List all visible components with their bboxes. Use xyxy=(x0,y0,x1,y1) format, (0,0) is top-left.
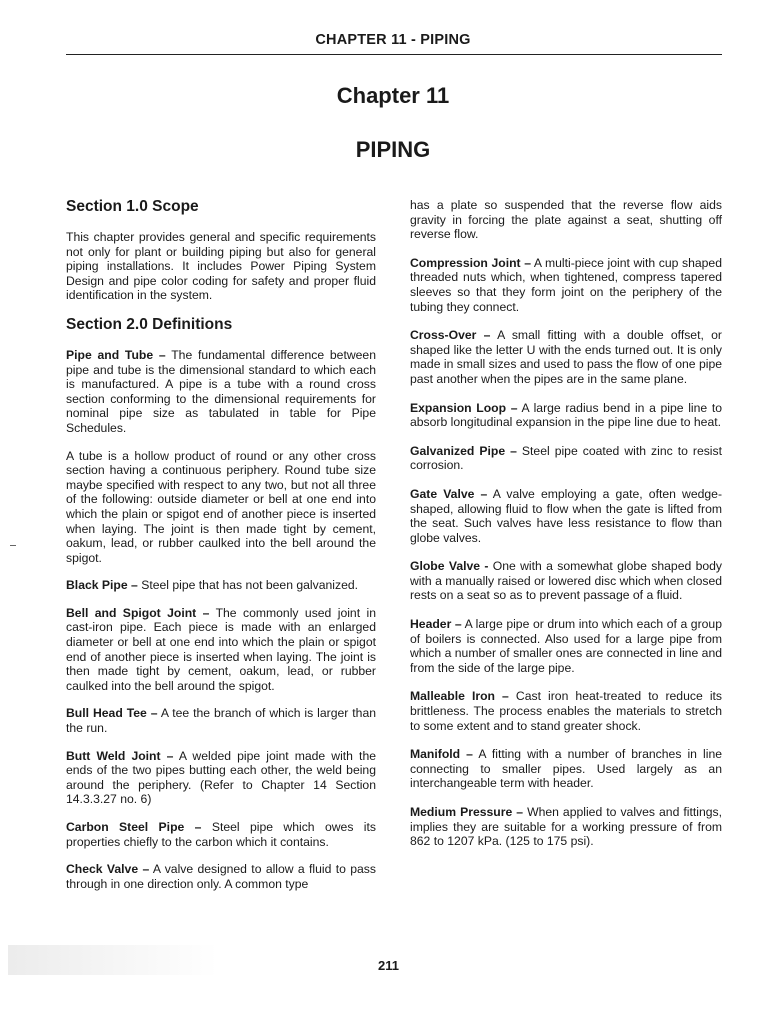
definition-globe-valve xyxy=(410,559,722,603)
definition-text: The commonly used joint in cast-iron pipe. Each piece is made with an enlarged diameter or bell at one end into which the plain or spigot end of another piece is inserted when laying. The joint is then made tight by cement, oakum, lead, or rubber caulked into the bell around the spigot. xyxy=(66,605,376,693)
definition-pipe-and-tube xyxy=(66,348,376,436)
definition-text: Steel pipe that has not been galvanized. xyxy=(137,578,359,593)
section-definitions-heading: Section 2.0 Definitions xyxy=(66,315,233,333)
definition-term: Globe Valve - xyxy=(410,559,489,574)
definition-text: A valve designed to allow a fluid to pass through in one direction only. A common type xyxy=(66,862,376,891)
definition-term: Carbon Steel Pipe – xyxy=(66,820,202,834)
definition-medium-pressure xyxy=(410,805,722,849)
definition-text: A tee the branch of which is larger than the run. xyxy=(66,706,376,736)
definition-text: A small fitting with a double offset, or shaped like the letter U with the ends turned out. It is only made in small sizes and used to pass the flow of one pipe past another when the pipes are in the same plane. xyxy=(410,328,722,386)
definition-malleable-iron xyxy=(410,689,722,733)
definition-gate-valve xyxy=(410,487,722,545)
definition-term: Bell and Spigot Joint – xyxy=(66,605,210,620)
scope-paragraph: This chapter provides general and specific requirements not only for plant or building piping but also for general piping installations. It includes Power Piping System Design and pipe color coding for safety and proper fluid identification in the system. xyxy=(66,230,376,303)
left-column xyxy=(66,198,376,904)
definition-term: Expansion Loop – xyxy=(410,400,518,415)
page-number: 211 xyxy=(378,958,399,973)
definition-term: Check Valve – xyxy=(66,862,150,877)
definition-term: Butt Weld Joint – xyxy=(66,748,174,763)
definition-text: A large radius bend in a pipe line to absorb longitudinal expansion in the pipe line due to heat. xyxy=(410,400,722,430)
definition-term: Manifold – xyxy=(410,747,473,762)
definition-text: A large pipe or drum into which each of a group of boilers is connected. Also used for a large pipe from which a number of smaller ones are connected in line and from the side of the large pipe. xyxy=(410,617,722,675)
chapter-name: PIPING xyxy=(355,137,431,162)
definition-bell-and-spigot xyxy=(66,606,376,694)
definition-manifold xyxy=(410,747,722,791)
scan-margin-mark xyxy=(10,545,16,546)
definition-text: When applied to valves and fittings, implies they are suitable for a working pressure of from 862 to 1207 kPa. (125 to 175 psi). xyxy=(410,805,722,849)
definition-galvanized-pipe xyxy=(410,444,722,473)
definition-term: Compression Joint – xyxy=(410,255,531,270)
running-header: CHAPTER 11 - PIPING xyxy=(315,32,471,48)
right-column xyxy=(410,198,722,863)
definition-text: One with a somewhat globe shaped body with a manually raised or lowered disc which when closed rests on a seat so as to prevent passage of a fluid. xyxy=(410,559,723,603)
definition-text: Steel pipe coated with zinc to resist corrosion. xyxy=(410,443,722,473)
definition-carbon-steel-pipe xyxy=(66,820,376,849)
header-rule xyxy=(66,54,722,55)
definition-text: A multi-piece joint with cup shaped threaded nuts which, when tightened, compress tapered sleeves so that they form joint on the periphery of the tubing they connect. xyxy=(410,255,722,314)
definition-compression-joint xyxy=(410,256,722,314)
definition-term: Malleable Iron – xyxy=(410,689,509,704)
definition-term: Header – xyxy=(410,617,462,632)
section-scope-heading: Section 1.0 Scope xyxy=(66,198,199,215)
definition-text: A fitting with a number of branches in line connecting to smaller pipes. Used largely as an interchangeable term with header. xyxy=(410,747,723,791)
definition-black-pipe xyxy=(66,578,376,593)
definition-check-valve xyxy=(66,862,376,891)
definition-bull-head-tee xyxy=(66,706,376,735)
definition-term: Pipe and Tube – xyxy=(66,347,166,362)
definition-term: Bull Head Tee – xyxy=(66,706,158,721)
tube-paragraph: A tube is a hollow product of round or any other cross section having a continuous periphery. Round tube size maybe specified with respect to any two, but not all three of the following: outside diameter or bell at one end into which the plain or spigot end of another piece is inserted when laying. The joint is then made tight by cement, oakum, lead, or rubber caulked into the bell around the spigot. xyxy=(66,448,376,565)
definition-text: Cast iron heat-treated to reduce its brittleness. The process enables the materials to stretch to some extent and to stand greater shock. xyxy=(410,689,723,733)
definition-term: Galvanized Pipe – xyxy=(410,443,517,458)
scan-artifact xyxy=(8,945,218,975)
definition-text: Steel pipe which owes its properties chiefly to the carbon which it contains. xyxy=(66,820,376,849)
definition-term: Gate Valve – xyxy=(410,486,488,501)
definition-cross-over xyxy=(410,328,722,386)
check-valve-continuation: has a plate so suspended that the reverse flow aids gravity in forcing the plate against a seat, shutting off reverse flow. xyxy=(410,198,722,242)
chapter-title: Chapter 11 xyxy=(336,83,450,108)
definition-term: Black Pipe – xyxy=(66,578,138,593)
definition-text: A valve employing a gate, often wedge-shaped, allowing fluid to flow when the gate is lifted from the seat. Such valves have less resistance to flow than globe valves. xyxy=(410,486,723,545)
definition-term: Medium Pressure – xyxy=(410,805,524,819)
definition-butt-weld-joint xyxy=(66,749,376,807)
definition-expansion-loop xyxy=(410,401,722,430)
definition-header xyxy=(410,617,722,675)
definition-text: The fundamental difference between pipe and tube is the dimensional standard to which each is manufactured. A pipe is a tube with a round cross section conforming to the dimensional requirements for nominal pipe size as tabulated in table for Pipe Schedules. xyxy=(66,347,376,435)
definition-text: A welded pipe joint made with the ends of the two pipes butting each other, the weld being around the periphery. (Refer to Chapter 14 Section 14.3.3.27 no. 6) xyxy=(66,748,377,807)
definition-term: Cross-Over – xyxy=(410,328,491,343)
